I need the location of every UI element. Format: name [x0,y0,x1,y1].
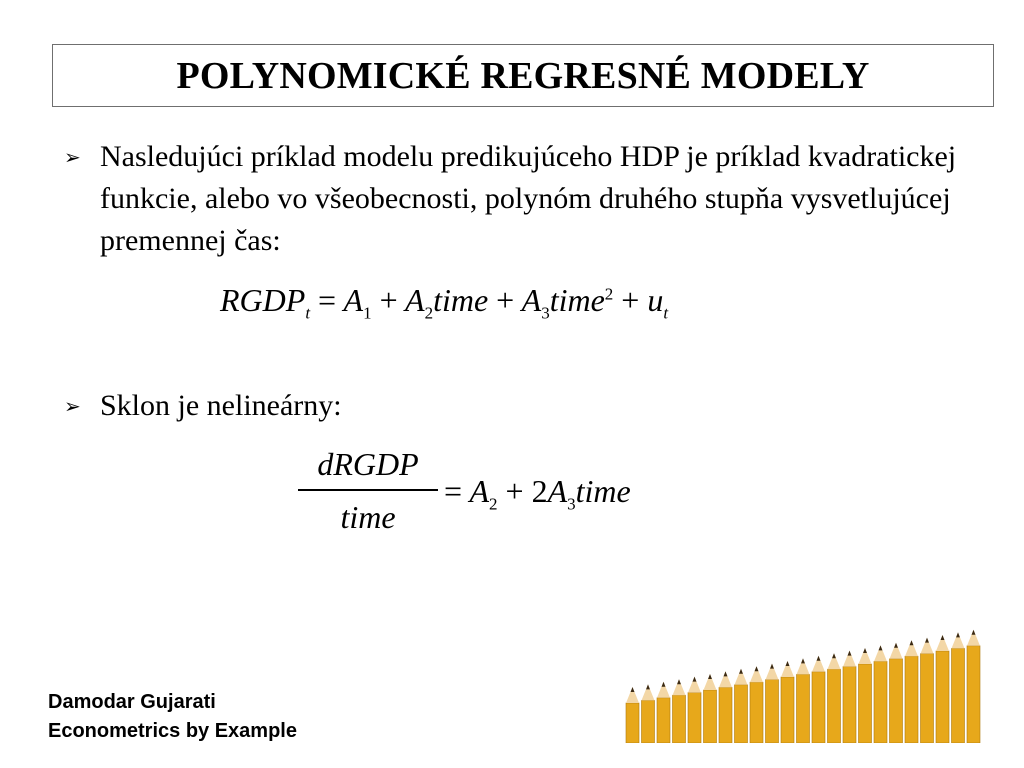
footer-book: Econometrics by Example [48,720,297,742]
derivative-fraction [298,446,438,536]
pencil [936,635,949,743]
pencil [781,661,794,743]
footer-author: Damodar Gujarati [48,691,216,713]
pencil [719,671,732,743]
slide-title: POLYNOMICKÉ REGRESNÉ MODELY [176,54,870,97]
pencil [704,674,717,743]
footer [48,688,297,746]
bullet-1-text: Nasledujúci príklad modelu predikujúceho HDP je príklad kvadratickej funkcie, alebo vo všeobecnosti, polynóm druhého stupňa vysvetlujúcej premennej čas: [100,140,957,257]
pencil [688,677,701,743]
bullet-arrow-icon: ➢ [64,145,81,169]
pencil [828,653,841,743]
pencil [812,656,825,743]
pencil [921,638,934,743]
title-box [52,44,994,107]
pencil [626,687,639,743]
bullet-arrow-icon: ➢ [64,394,81,418]
pencil [766,664,779,743]
equation-slope: = $A_2$ + $2A_3time$ [444,473,631,514]
pencil [967,630,980,743]
pencil [874,645,887,743]
fraction-numerator: dRGDP [317,446,419,482]
pencil [952,632,965,743]
bullet-2-text: Sklon je nelineárny: [100,389,342,422]
pencil [750,666,763,743]
fraction-bar [298,489,438,491]
pencil [905,640,918,743]
pencil [797,658,810,743]
fraction-denominator: time [340,499,396,535]
pencil [843,651,856,743]
pencil [890,643,903,743]
pencil [735,669,748,743]
pencil [657,682,670,743]
equation-regression: $RGDP_t = A_1$ + $A_2time$ + $A_3time^2 + u_t$ [220,282,669,323]
pencil [642,684,655,743]
pencils-image [624,625,986,743]
pencil [673,679,686,743]
pencil [859,648,872,743]
